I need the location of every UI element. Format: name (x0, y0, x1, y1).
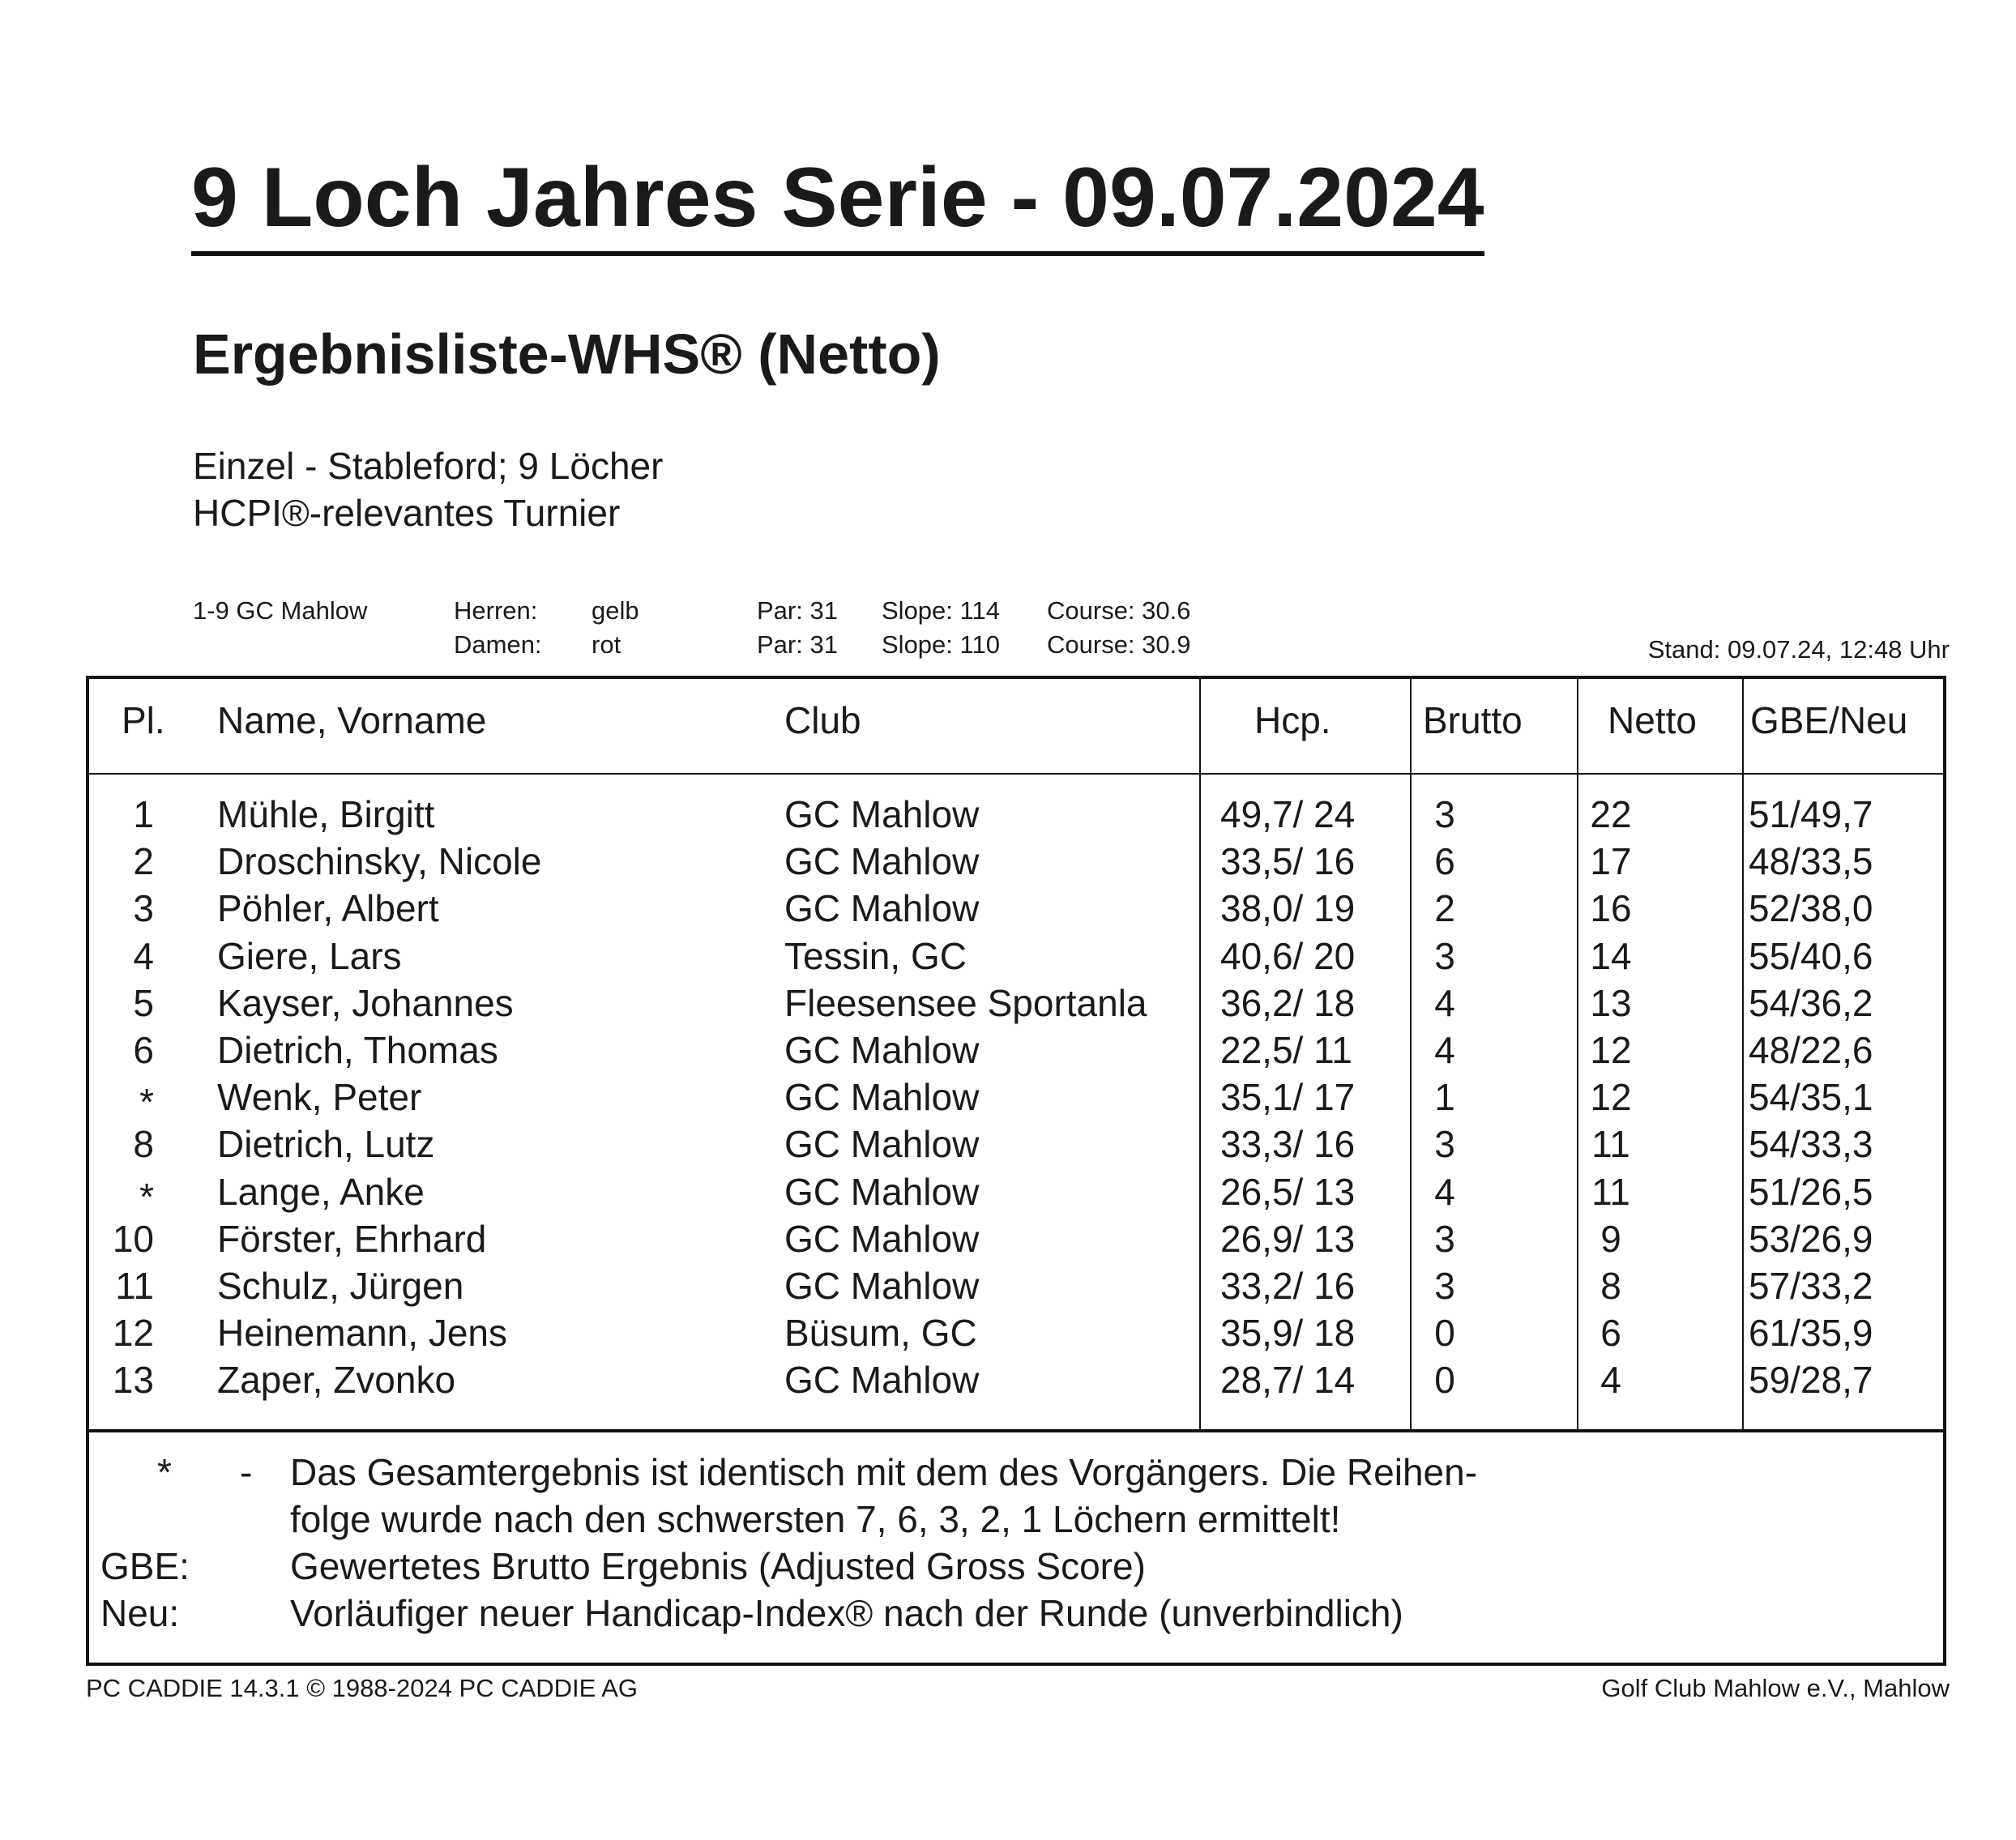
row-name: Heinemann, Jens (217, 1312, 507, 1355)
legend-neu-text: Vorläufiger neuer Handicap-Index® nach der Runde (unverbindlich) (290, 1592, 1403, 1634)
row-place: 11 (115, 1265, 154, 1307)
header-divider (89, 773, 1943, 775)
row-club: Tessin, GC (784, 934, 967, 977)
legend-star-text-1: Das Gesamtergebnis ist identisch mit dem des Vorgängers. Die Reihen- (290, 1451, 1478, 1493)
row-brutto: 2 (1434, 887, 1455, 930)
row-gbe: 54/35,1 (1749, 1076, 1873, 1119)
row-hcp: 26,9/ 13 (1220, 1217, 1356, 1260)
row-gbe: 51/49,7 (1749, 793, 1873, 835)
row-club: GC Mahlow (784, 1123, 980, 1166)
tournament-format: Einzel - Stableford; 9 Löcher (193, 445, 664, 487)
footer-software: PC CADDIE 14.3.1 © 1988-2024 PC CADDIE AG (86, 1674, 639, 1702)
row-name: Lange, Anke (217, 1170, 425, 1213)
row-hcp: 33,3/ 16 (1220, 1123, 1356, 1166)
row-name: Pöhler, Albert (217, 887, 439, 930)
row-gbe: 54/33,3 (1749, 1123, 1873, 1166)
row-name: Giere, Lars (217, 934, 402, 977)
row-name: Mühle, Birgitt (217, 793, 435, 835)
row-netto: 12 (1590, 1076, 1632, 1119)
tee-slope: Slope: 110 (882, 630, 1000, 659)
row-place: 5 (133, 981, 154, 1024)
row-brutto: 3 (1434, 1265, 1455, 1307)
row-club: Fleesensee Sportanla (784, 981, 1147, 1024)
legend-star-dash: - (240, 1451, 253, 1493)
col-header-club: Club (784, 699, 861, 741)
row-club: GC Mahlow (784, 840, 980, 883)
legend-neu-key: Neu: (100, 1592, 180, 1634)
row-club: Büsum, GC (784, 1312, 977, 1355)
row-gbe: 53/26,9 (1749, 1217, 1873, 1260)
page-title: 9 Loch Jahres Serie - 09.07.2024 (191, 156, 1484, 256)
row-place: 6 (133, 1029, 154, 1071)
legend-gbe-text: Gewertetes Brutto Ergebnis (Adjusted Gross Score) (290, 1545, 1146, 1587)
col-header-hcp: Hcp. (1254, 699, 1331, 741)
row-place: 3 (133, 887, 154, 930)
row-name: Wenk, Peter (217, 1076, 422, 1119)
results-table (86, 676, 1946, 1666)
row-brutto: 1 (1434, 1076, 1455, 1119)
tee-course-rating: Course: 30.9 (1047, 630, 1191, 659)
tournament-relevance: HCPI®-relevantes Turnier (193, 492, 621, 534)
tee-label: Damen: (454, 630, 542, 659)
column-divider (1742, 679, 1744, 1429)
row-gbe: 55/40,6 (1749, 934, 1873, 977)
row-brutto: 4 (1434, 981, 1455, 1024)
col-header-name: Name, Vorname (217, 699, 487, 741)
row-gbe: 52/38,0 (1749, 887, 1873, 930)
row-place: * (139, 1175, 154, 1218)
row-netto: 11 (1591, 1170, 1630, 1213)
col-header-netto: Netto (1608, 699, 1697, 741)
row-brutto: 3 (1434, 1123, 1455, 1166)
course-name: 1-9 GC Mahlow (193, 596, 368, 625)
row-place: 13 (112, 1359, 154, 1402)
col-header-gbe: GBE/Neu (1750, 699, 1908, 741)
row-netto: 4 (1600, 1359, 1621, 1402)
row-hcp: 35,1/ 17 (1220, 1076, 1356, 1119)
tee-course-rating: Course: 30.6 (1047, 596, 1191, 625)
row-gbe: 48/22,6 (1749, 1029, 1873, 1071)
legend-star-text-2: folge wurde nach den schwersten 7, 6, 3, 2, 1 Löchern ermittelt! (290, 1498, 1341, 1540)
tee-slope: Slope: 114 (882, 596, 1000, 625)
row-place: 1 (133, 793, 154, 835)
row-netto: 8 (1600, 1265, 1621, 1307)
legend-gbe-key: GBE: (100, 1545, 190, 1587)
row-place: 8 (133, 1123, 154, 1166)
row-club: GC Mahlow (784, 1217, 980, 1260)
row-place: 4 (133, 934, 154, 977)
row-brutto: 4 (1434, 1170, 1455, 1213)
row-club: GC Mahlow (784, 887, 980, 930)
tee-par: Par: 31 (757, 630, 838, 659)
row-gbe: 48/33,5 (1749, 840, 1873, 883)
col-header-pl: Pl. (122, 699, 165, 741)
footer-club: Golf Club Mahlow e.V., Mahlow (1601, 1674, 1950, 1702)
row-netto: 17 (1590, 840, 1632, 883)
page-subtitle: Ergebnisliste-WHS® (Netto) (193, 322, 941, 386)
row-hcp: 40,6/ 20 (1220, 934, 1356, 977)
row-place: 12 (112, 1312, 154, 1355)
row-netto: 16 (1590, 887, 1632, 930)
row-brutto: 3 (1434, 934, 1455, 977)
row-netto: 14 (1590, 934, 1632, 977)
row-club: GC Mahlow (784, 1076, 980, 1119)
row-gbe: 54/36,2 (1749, 981, 1873, 1024)
row-club: GC Mahlow (784, 1265, 980, 1307)
row-name: Schulz, Jürgen (217, 1265, 464, 1307)
row-hcp: 26,5/ 13 (1220, 1170, 1356, 1213)
row-hcp: 33,5/ 16 (1220, 840, 1356, 883)
tee-par: Par: 31 (757, 596, 838, 625)
row-brutto: 6 (1434, 840, 1455, 883)
row-name: Zaper, Zvonko (217, 1359, 456, 1402)
row-name: Dietrich, Thomas (217, 1029, 498, 1071)
row-gbe: 61/35,9 (1749, 1312, 1873, 1355)
row-club: GC Mahlow (784, 1359, 980, 1402)
row-brutto: 0 (1434, 1359, 1455, 1402)
row-hcp: 22,5/ 11 (1220, 1029, 1352, 1071)
row-name: Kayser, Johannes (217, 981, 514, 1024)
row-hcp: 36,2/ 18 (1220, 981, 1356, 1024)
row-netto: 13 (1590, 981, 1632, 1024)
column-divider (1199, 679, 1201, 1429)
row-gbe: 59/28,7 (1749, 1359, 1873, 1402)
row-brutto: 3 (1434, 1217, 1455, 1260)
row-name: Förster, Ehrhard (217, 1217, 487, 1260)
row-netto: 11 (1591, 1123, 1630, 1166)
row-gbe: 51/26,5 (1749, 1170, 1873, 1213)
row-place: * (139, 1081, 154, 1124)
col-header-brutto: Brutto (1423, 699, 1523, 741)
tee-color: rot (592, 630, 621, 659)
row-brutto: 3 (1434, 793, 1455, 835)
row-hcp: 33,2/ 16 (1220, 1265, 1356, 1307)
row-brutto: 4 (1434, 1029, 1455, 1071)
row-name: Dietrich, Lutz (217, 1123, 435, 1166)
legend-star-symbol: * (157, 1451, 172, 1493)
row-hcp: 38,0/ 19 (1220, 887, 1356, 930)
row-name: Droschinsky, Nicole (217, 840, 542, 883)
row-netto: 9 (1600, 1217, 1621, 1260)
legend-divider (89, 1429, 1943, 1432)
row-netto: 12 (1590, 1029, 1632, 1071)
row-netto: 6 (1600, 1312, 1621, 1355)
row-netto: 22 (1590, 793, 1632, 835)
row-club: GC Mahlow (784, 1029, 980, 1071)
row-hcp: 28,7/ 14 (1220, 1359, 1356, 1402)
row-hcp: 35,9/ 18 (1220, 1312, 1356, 1355)
timestamp: Stand: 09.07.24, 12:48 Uhr (1647, 635, 1950, 664)
row-place: 2 (133, 840, 154, 883)
row-place: 10 (112, 1217, 154, 1260)
row-club: GC Mahlow (784, 793, 980, 835)
row-gbe: 57/33,2 (1749, 1265, 1873, 1307)
tee-label: Herren: (454, 596, 538, 625)
row-club: GC Mahlow (784, 1170, 980, 1213)
tee-color: gelb (592, 596, 639, 625)
row-brutto: 0 (1434, 1312, 1455, 1355)
row-hcp: 49,7/ 24 (1220, 793, 1356, 835)
